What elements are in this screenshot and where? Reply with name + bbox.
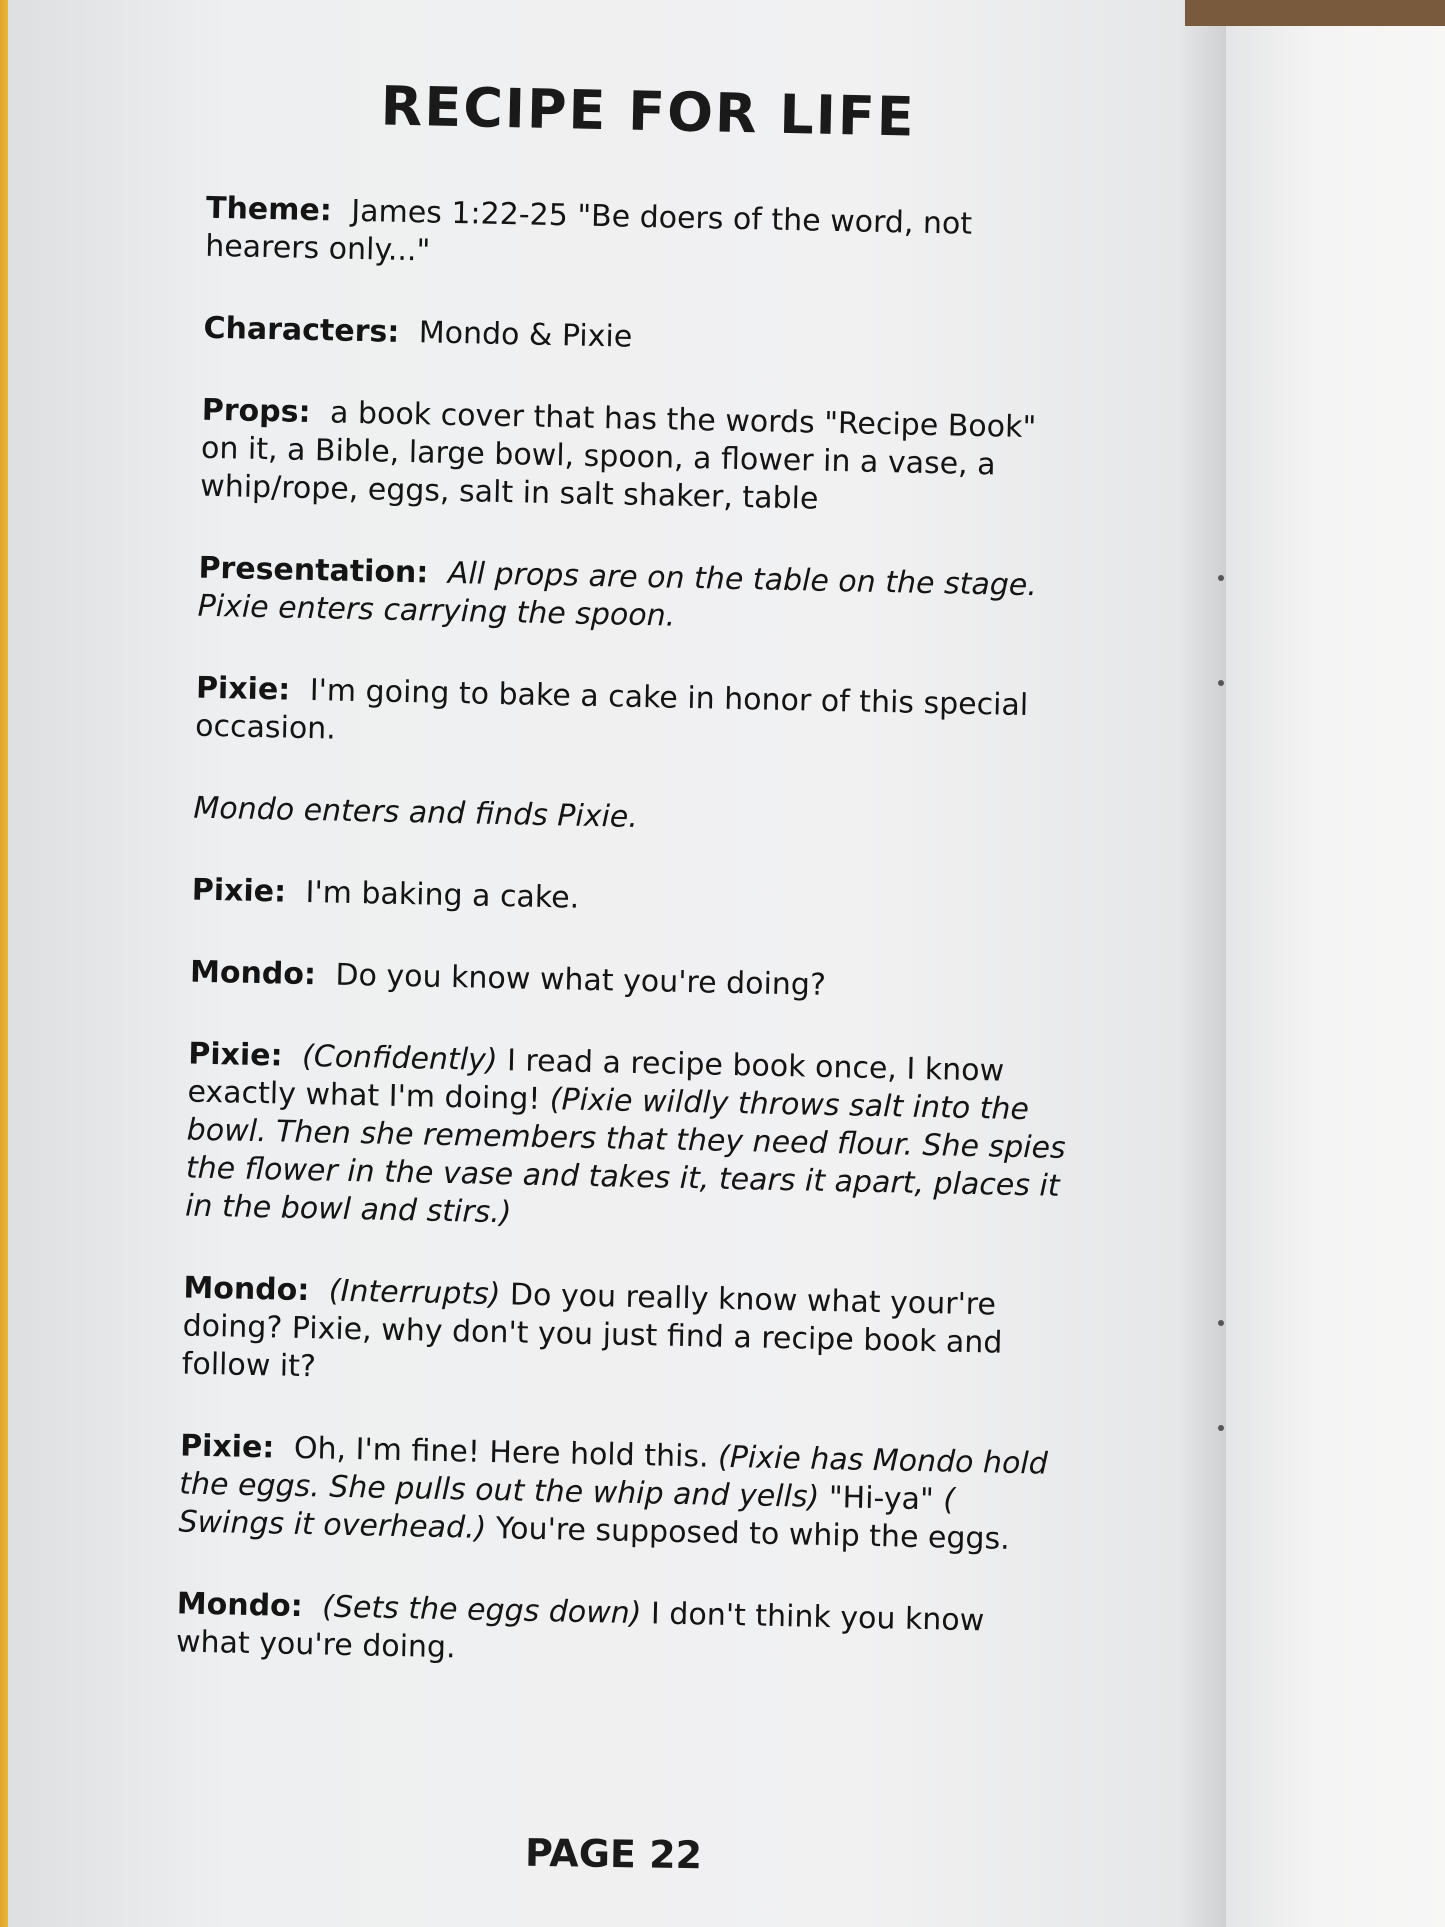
dialogue-text: "Hi-ya" [828,1480,935,1518]
dialogue-text: You're supposed to whip the eggs. [495,1511,1011,1557]
dialogue-text: I don't think you know what you're doing. [175,1596,985,1666]
page-title: RECIPE FOR LIFE [380,74,917,149]
theme-text: James 1:22-25 "Be doers of the word, not hearers only..." [204,193,973,269]
table-corner [1185,0,1445,26]
speaker-label: Mondo: [183,1270,310,1309]
characters-label: Characters: [203,310,400,350]
script-line [190,954,1071,1010]
props-paragraph [200,392,1082,524]
speaker-label: Pixie: [179,1428,275,1466]
script-line [191,872,1072,928]
stage-direction-inline: (Confidently) [301,1038,498,1079]
theme-label: Theme: [205,190,333,229]
page-number: PAGE 22 [524,1830,703,1878]
script-line [195,670,1076,764]
binding-stitch [1218,1425,1224,1431]
dialogue-text: Oh, I'm fine! Here hold this. [293,1430,709,1475]
presentation-text: All props are on the table on the stage. Pixie enters carrying the spoon. [197,555,1038,634]
script-line [178,1427,1060,1559]
characters-paragraph [203,310,1084,366]
script-line [181,1270,1063,1402]
dialogue-text: I read a recipe book once, I know exactly what I'm doing! [187,1043,1005,1117]
props-label: Props: [201,392,311,430]
script-line [176,1585,1057,1679]
stage-direction-inline: ( Swings it overhead.) [178,1482,956,1546]
speaker-label: Pixie: [187,1036,283,1074]
right-page [1226,0,1445,1927]
stage-direction: Mondo enters and finds Pixie. [193,790,639,835]
props-text: a book cover that has the words "Recipe Book" on it, a Bible, large bowl, spoon, a flower in a vase, a whip/rope, eggs, salt in salt shaker, table [199,395,1037,517]
speaker-label: Mondo: [176,1586,304,1625]
characters-text: Mondo & Pixie [418,315,633,355]
speaker-label: Mondo: [189,954,317,993]
dialogue-text: I'm baking a cake. [305,874,580,916]
stage-direction-inline: (Pixie wildly throws salt into the bowl. Then she remembers that they need flour. She spies the flower in the vase and takes it, tears it apart, places it in the bowl and stirs.) [184,1082,1066,1231]
dialogue-text: Do you really know what your're doing? Pixie, why don't you just find a recipe book and follow it? [181,1277,1003,1385]
script-line [185,1036,1069,1244]
stage-direction-inline: (Interrupts) [328,1273,501,1313]
binding-stitch [1218,575,1224,581]
theme-paragraph [205,190,1086,284]
speaker-label: Pixie: [195,670,291,708]
binding-stitch [1218,1320,1224,1326]
page-content [175,71,1089,1724]
presentation-paragraph [197,550,1078,644]
dialogue-text: I'm going to bake a cake in honor of this special occasion. [194,673,1029,747]
stage-direction-inline: (Sets the eggs down) [321,1589,642,1632]
dialogue-text: Do you know what you're doing? [335,957,827,1003]
binding-stitch [1218,680,1224,686]
presentation-label: Presentation: [198,550,429,591]
speaker-label: Pixie: [191,872,287,910]
stage-direction-inline: (Pixie has Mondo hold the eggs. She pulls out the whip and yells) [178,1439,1049,1515]
